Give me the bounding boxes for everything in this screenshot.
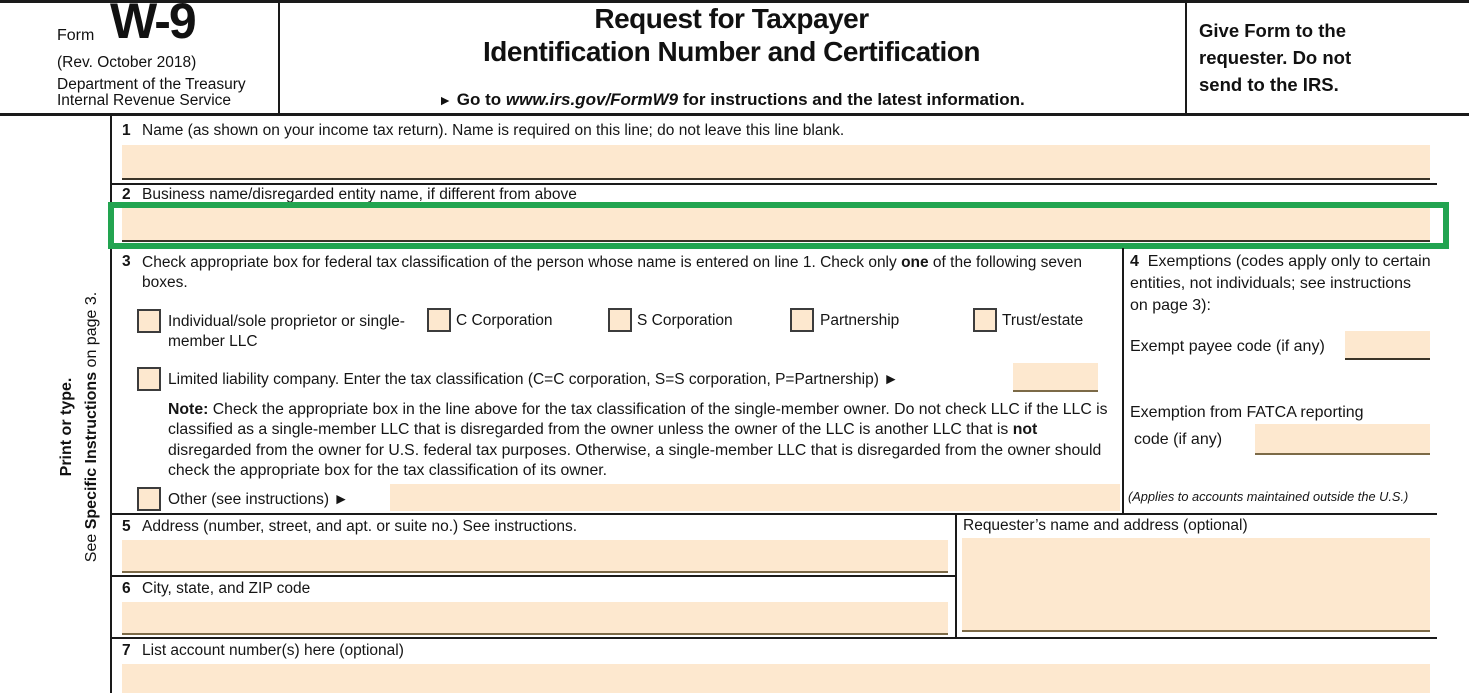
exempt-payee-label: Exempt payee code (if any) — [1130, 338, 1325, 355]
other-input[interactable] — [390, 484, 1120, 511]
give-form-notice — [1199, 17, 1351, 98]
line4-number: 4 — [1130, 253, 1139, 270]
form-revision: (Rev. October 2018) — [57, 54, 197, 71]
llc-classification-input[interactable] — [1013, 363, 1098, 392]
line3-number: 3 — [122, 253, 131, 270]
fatca-label-line1: Exemption from FATCA reporting — [1130, 404, 1364, 421]
requester-divider — [955, 513, 957, 637]
goto-text-suffix: for instructions and the latest information. — [678, 90, 1025, 109]
llc-label: Limited liability company. Enter the tax classification (C=C corporation, S=S corporation, P=Partnership) ► — [168, 371, 899, 388]
give-form-line1: Give Form to the — [1199, 20, 1346, 41]
see-instructions-text: See Specific Instructions on page 3. — [83, 291, 100, 563]
city-state-zip-input[interactable] — [122, 602, 948, 635]
requester-label: Requester’s name and address (optional) — [963, 517, 1248, 534]
account-numbers-input[interactable] — [122, 664, 1430, 693]
checkbox-llc[interactable] — [137, 367, 161, 391]
goto-url: www.irs.gov/FormW9 — [505, 90, 679, 109]
section4-divider — [1122, 248, 1124, 513]
line4-label: 4 Exemptions (codes apply only to certain entities, not individuals; see instructions on page 3): — [1130, 253, 1431, 314]
checkbox-c-corporation[interactable] — [427, 308, 451, 332]
line5-label: Address (number, street, and apt. or suite no.) See instructions. — [142, 518, 578, 535]
other-label: Other (see instructions) ► — [168, 491, 349, 508]
form-title-line2: Identification Number and Certification — [483, 36, 980, 67]
fatca-code-input[interactable] — [1255, 424, 1430, 455]
line6-label: City, state, and ZIP code — [142, 580, 311, 597]
checkbox-c-corporation-label: C Corporation — [456, 312, 553, 329]
row-divider-5 — [110, 637, 1437, 639]
give-form-line2: requester. Do not — [1199, 47, 1352, 68]
line2-label: Business name/disregarded entity name, if different from above — [142, 186, 577, 203]
checkbox-s-corporation-label: S Corporation — [637, 312, 733, 329]
form-word: Form — [57, 27, 95, 44]
line1-label: Name (as shown on your income tax return). Name is required on this line; do not leave this line blank. — [142, 122, 845, 139]
form-number: W-9 — [110, 0, 195, 49]
line1-number: 1 — [122, 122, 131, 139]
checkbox-individual[interactable] — [137, 309, 161, 333]
row-divider-3 — [110, 513, 1437, 515]
fatca-applies-note: (Applies to accounts maintained outside the U.S.) — [1128, 489, 1409, 504]
line2-number: 2 — [122, 186, 131, 203]
arrow-icon: ► — [438, 92, 453, 108]
exempt-payee-input[interactable] — [1345, 331, 1430, 360]
checkbox-s-corporation[interactable] — [608, 308, 632, 332]
print-or-type-text: Print or type. — [58, 377, 75, 477]
header-divider-right — [1185, 0, 1187, 115]
checkbox-trust-estate[interactable] — [973, 308, 997, 332]
give-form-line3: send to the IRS. — [1199, 74, 1339, 95]
checkbox-partnership[interactable] — [790, 308, 814, 332]
line6-number: 6 — [122, 580, 131, 597]
highlight-box — [108, 202, 1449, 249]
llc-note: Note: Check the appropriate box in the line above for the tax classification of the single-member owner. Do not check LLC if the LLC is classified as a single-member LLC that is disregarded from the owner unless the owner of the LLC is another LLC that is not disregarded from the owner for U.S. federal tax purposes. Otherwise, a single-member LLC that is disregarded from the owner should check the appropriate box for the tax classification of its owner. — [168, 401, 1108, 480]
line5-number: 5 — [122, 518, 131, 535]
checkbox-partnership-label: Partnership — [820, 312, 900, 329]
fatca-label-line2: code (if any) — [1134, 431, 1223, 448]
line3-label: Check appropriate box for federal tax classification of the person whose name is entered on line 1. Check only one of the following seven boxes. — [142, 254, 1082, 291]
goto-text-prefix: Go to — [452, 90, 506, 109]
form-title-line1: Request for Taxpayer — [594, 3, 869, 34]
row-divider-4 — [110, 575, 955, 577]
name-input[interactable] — [122, 145, 1430, 180]
department-line1: Department of the Treasury — [57, 76, 246, 93]
department-line2: Internal Revenue Service — [57, 92, 232, 109]
goto-instruction — [280, 90, 1183, 110]
header-bottom-line — [0, 113, 1469, 116]
address-input[interactable] — [122, 540, 948, 573]
form-title — [280, 2, 1183, 68]
checkbox-individual-label: Individual/sole proprietor or single-member LLC — [168, 313, 405, 350]
checkbox-other[interactable] — [137, 487, 161, 511]
row-divider-1 — [110, 183, 1437, 185]
requester-input[interactable] — [962, 538, 1430, 632]
line7-number: 7 — [122, 642, 131, 659]
sidebar-vertical-text — [54, 213, 106, 641]
checkbox-trust-estate-label: Trust/estate — [1002, 312, 1084, 329]
line7-label: List account number(s) here (optional) — [142, 642, 404, 659]
